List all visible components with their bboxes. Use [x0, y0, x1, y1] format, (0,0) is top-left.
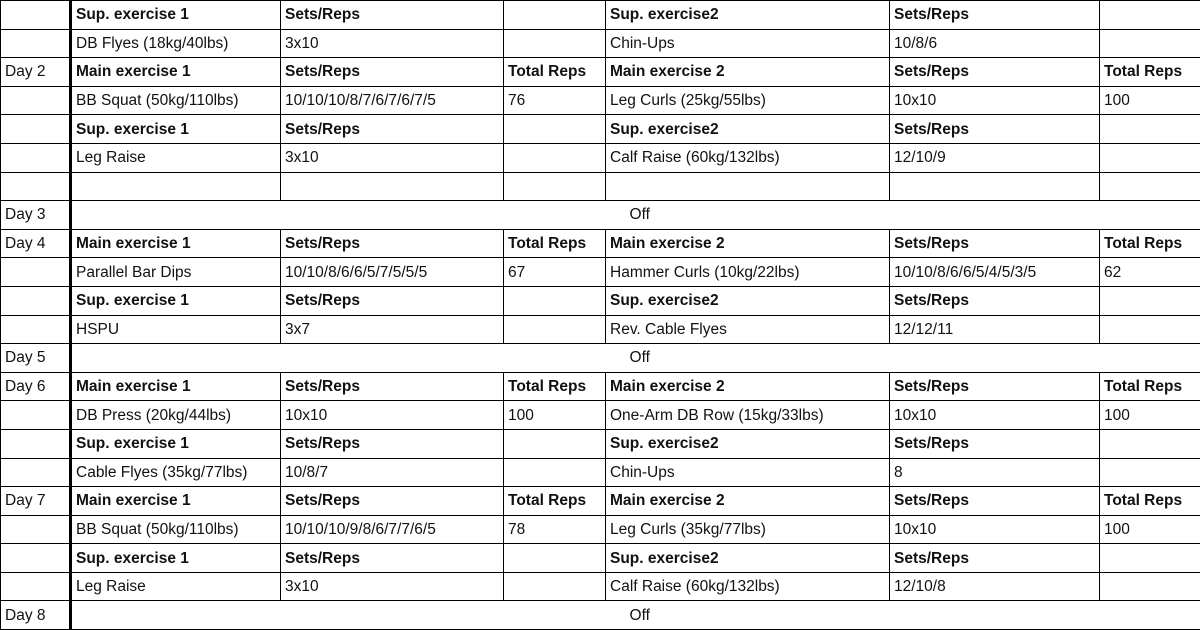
table-row [1, 572, 1200, 601]
cell-total-reps-1[interactable]: Total Reps [504, 487, 606, 516]
cell-sets-reps-2[interactable]: Sets/Reps [890, 115, 1100, 144]
cell-total-reps-1[interactable] [504, 143, 606, 172]
cell-exercise-2[interactable]: Calf Raise (60kg/132lbs) [606, 572, 890, 601]
cell-sets-reps-2[interactable]: 12/10/9 [890, 143, 1100, 172]
header-row [1, 372, 1200, 401]
header-row [1, 1, 1200, 30]
table-row [1, 458, 1200, 487]
cell-total-reps-2[interactable] [1100, 29, 1200, 58]
cell-exercise-2[interactable] [606, 172, 890, 201]
cell-day[interactable] [1, 115, 71, 144]
cell-exercise-1[interactable]: Sup. exercise 1 [71, 1, 281, 30]
cell-exercise-2[interactable]: Leg Curls (35kg/77lbs) [606, 515, 890, 544]
cell-sets-reps-2[interactable]: Sets/Reps [890, 487, 1100, 516]
cell-exercise-2[interactable]: Chin-Ups [606, 29, 890, 58]
cell-total-reps-2[interactable]: 100 [1100, 515, 1200, 544]
cell-sets-reps-1[interactable]: Sets/Reps [281, 487, 504, 516]
cell-exercise-2[interactable]: Hammer Curls (10kg/22lbs) [606, 258, 890, 287]
table-row [1, 172, 1200, 201]
cell-sets-reps-2[interactable]: Sets/Reps [890, 372, 1100, 401]
cell-total-reps-2[interactable] [1100, 315, 1200, 344]
cell-day[interactable] [1, 458, 71, 487]
cell-day[interactable] [1, 429, 71, 458]
cell-total-reps-2[interactable]: Total Reps [1100, 372, 1200, 401]
cell-sets-reps-1[interactable] [281, 172, 504, 201]
cell-total-reps-2[interactable]: Total Reps [1100, 58, 1200, 87]
cell-exercise-1[interactable]: Parallel Bar Dips [71, 258, 281, 287]
cell-exercise-1[interactable]: Leg Raise [71, 572, 281, 601]
cell-exercise-2[interactable]: Main exercise 2 [606, 487, 890, 516]
header-row [1, 115, 1200, 144]
cell-exercise-2[interactable]: Chin-Ups [606, 458, 890, 487]
cell-day[interactable] [1, 544, 71, 573]
cell-sets-reps-1[interactable]: 3x10 [281, 143, 504, 172]
cell-total-reps-1[interactable]: 67 [504, 258, 606, 287]
cell-total-reps-1[interactable]: Total Reps [504, 372, 606, 401]
table-row [1, 401, 1200, 430]
table-row [1, 143, 1200, 172]
cell-day[interactable]: Day 2 [1, 58, 71, 87]
table-row [1, 29, 1200, 58]
cell-exercise-1[interactable]: Main exercise 1 [71, 229, 281, 258]
cell-total-reps-2[interactable] [1100, 143, 1200, 172]
cell-exercise-1[interactable]: Main exercise 1 [71, 372, 281, 401]
cell-day[interactable] [1, 258, 71, 287]
cell-total-reps-1[interactable] [504, 572, 606, 601]
cell-day[interactable]: Day 3 [1, 201, 71, 230]
cell-sets-reps-1[interactable]: Sets/Reps [281, 1, 504, 30]
cell-off[interactable]: Off [71, 601, 1200, 630]
cell-sets-reps-1[interactable]: Sets/Reps [281, 372, 504, 401]
cell-exercise-2[interactable]: Main exercise 2 [606, 229, 890, 258]
cell-total-reps-2[interactable] [1100, 286, 1200, 315]
cell-sets-reps-1[interactable]: 3x10 [281, 572, 504, 601]
cell-sets-reps-2[interactable]: 10x10 [890, 86, 1100, 115]
cell-day[interactable] [1, 29, 71, 58]
cell-day[interactable] [1, 572, 71, 601]
cell-day[interactable]: Day 6 [1, 372, 71, 401]
table-body [1, 1, 1200, 630]
cell-total-reps-1[interactable] [504, 429, 606, 458]
cell-total-reps-1[interactable] [504, 172, 606, 201]
cell-exercise-1[interactable]: Sup. exercise 1 [71, 429, 281, 458]
cell-exercise-2[interactable]: Calf Raise (60kg/132lbs) [606, 143, 890, 172]
cell-total-reps-1[interactable] [504, 315, 606, 344]
cell-exercise-1[interactable]: BB Squat (50kg/110lbs) [71, 86, 281, 115]
cell-total-reps-2[interactable]: 100 [1100, 401, 1200, 430]
cell-total-reps-1[interactable]: 78 [504, 515, 606, 544]
cell-sets-reps-1[interactable]: 10/10/10/9/8/6/7/7/6/5 [281, 515, 504, 544]
cell-total-reps-1[interactable] [504, 29, 606, 58]
cell-total-reps-2[interactable] [1100, 544, 1200, 573]
cell-sets-reps-2[interactable]: 10x10 [890, 401, 1100, 430]
cell-exercise-1[interactable]: DB Flyes (18kg/40lbs) [71, 29, 281, 58]
cell-sets-reps-1[interactable]: 10/8/7 [281, 458, 504, 487]
cell-exercise-2[interactable]: Rev. Cable Flyes [606, 315, 890, 344]
cell-exercise-1[interactable]: HSPU [71, 315, 281, 344]
cell-total-reps-2[interactable] [1100, 1, 1200, 30]
cell-sets-reps-1[interactable]: Sets/Reps [281, 115, 504, 144]
cell-exercise-2[interactable]: One-Arm DB Row (15kg/33lbs) [606, 401, 890, 430]
cell-total-reps-2[interactable] [1100, 572, 1200, 601]
cell-total-reps-1[interactable] [504, 1, 606, 30]
header-row [1, 429, 1200, 458]
cell-sets-reps-1[interactable]: 10/10/8/6/6/5/7/5/5/5 [281, 258, 504, 287]
cell-day[interactable] [1, 1, 71, 30]
cell-exercise-2[interactable]: Sup. exercise2 [606, 429, 890, 458]
cell-sets-reps-2[interactable]: Sets/Reps [890, 286, 1100, 315]
cell-total-reps-2[interactable]: Total Reps [1100, 229, 1200, 258]
cell-day[interactable]: Day 8 [1, 601, 71, 630]
header-row [1, 487, 1200, 516]
cell-total-reps-1[interactable] [504, 286, 606, 315]
cell-day[interactable] [1, 143, 71, 172]
cell-sets-reps-2[interactable]: Sets/Reps [890, 544, 1100, 573]
cell-day[interactable] [1, 515, 71, 544]
cell-sets-reps-2[interactable] [890, 172, 1100, 201]
cell-total-reps-1[interactable]: 100 [504, 401, 606, 430]
rest-day-row [1, 601, 1200, 630]
cell-day[interactable]: Day 4 [1, 229, 71, 258]
cell-exercise-2[interactable]: Sup. exercise2 [606, 115, 890, 144]
cell-total-reps-2[interactable]: 62 [1100, 258, 1200, 287]
cell-total-reps-2[interactable] [1100, 115, 1200, 144]
cell-sets-reps-2[interactable]: 8 [890, 458, 1100, 487]
cell-exercise-2[interactable]: Sup. exercise2 [606, 1, 890, 30]
cell-exercise-1[interactable]: Sup. exercise 1 [71, 115, 281, 144]
cell-exercise-1[interactable]: Cable Flyes (35kg/77lbs) [71, 458, 281, 487]
cell-total-reps-1[interactable]: 76 [504, 86, 606, 115]
cell-day[interactable] [1, 286, 71, 315]
cell-exercise-1[interactable]: BB Squat (50kg/110lbs) [71, 515, 281, 544]
cell-total-reps-2[interactable] [1100, 172, 1200, 201]
rest-day-row [1, 201, 1200, 230]
header-row [1, 544, 1200, 573]
header-row [1, 58, 1200, 87]
cell-exercise-2[interactable]: Main exercise 2 [606, 58, 890, 87]
cell-total-reps-2[interactable]: Total Reps [1100, 487, 1200, 516]
cell-sets-reps-1[interactable]: 3x10 [281, 29, 504, 58]
cell-sets-reps-2[interactable]: 12/12/11 [890, 315, 1100, 344]
cell-total-reps-2[interactable]: 100 [1100, 86, 1200, 115]
cell-sets-reps-2[interactable]: 12/10/8 [890, 572, 1100, 601]
header-row [1, 229, 1200, 258]
cell-total-reps-1[interactable] [504, 544, 606, 573]
cell-exercise-1[interactable]: DB Press (20kg/44lbs) [71, 401, 281, 430]
cell-sets-reps-2[interactable]: 10/10/8/6/6/5/4/5/3/5 [890, 258, 1100, 287]
cell-total-reps-1[interactable]: Total Reps [504, 58, 606, 87]
cell-exercise-1[interactable]: Sup. exercise 1 [71, 286, 281, 315]
table-row [1, 515, 1200, 544]
cell-day[interactable] [1, 86, 71, 115]
cell-exercise-1[interactable]: Sup. exercise 1 [71, 544, 281, 573]
cell-sets-reps-2[interactable]: Sets/Reps [890, 429, 1100, 458]
cell-exercise-1[interactable]: Leg Raise [71, 143, 281, 172]
cell-exercise-2[interactable]: Sup. exercise2 [606, 286, 890, 315]
cell-sets-reps-1[interactable]: Sets/Reps [281, 286, 504, 315]
cell-total-reps-1[interactable] [504, 458, 606, 487]
cell-sets-reps-2[interactable]: Sets/Reps [890, 1, 1100, 30]
cell-sets-reps-1[interactable]: Sets/Reps [281, 229, 504, 258]
cell-sets-reps-1[interactable]: Sets/Reps [281, 544, 504, 573]
cell-day[interactable]: Day 7 [1, 487, 71, 516]
cell-exercise-2[interactable]: Main exercise 2 [606, 372, 890, 401]
cell-day[interactable] [1, 401, 71, 430]
cell-total-reps-2[interactable] [1100, 429, 1200, 458]
cell-day[interactable] [1, 172, 71, 201]
cell-exercise-1[interactable]: Main exercise 1 [71, 58, 281, 87]
cell-sets-reps-1[interactable]: Sets/Reps [281, 58, 504, 87]
table-row [1, 315, 1200, 344]
cell-day[interactable]: Day 5 [1, 344, 71, 373]
cell-total-reps-2[interactable] [1100, 458, 1200, 487]
cell-sets-reps-1[interactable]: Sets/Reps [281, 429, 504, 458]
cell-sets-reps-2[interactable]: Sets/Reps [890, 58, 1100, 87]
cell-off[interactable]: Off [71, 201, 1200, 230]
cell-exercise-1[interactable]: Main exercise 1 [71, 487, 281, 516]
table-row [1, 258, 1200, 287]
cell-day[interactable] [1, 315, 71, 344]
cell-exercise-1[interactable] [71, 172, 281, 201]
cell-sets-reps-2[interactable]: Sets/Reps [890, 229, 1100, 258]
cell-sets-reps-2[interactable]: 10x10 [890, 515, 1100, 544]
cell-sets-reps-1[interactable]: 3x7 [281, 315, 504, 344]
cell-exercise-2[interactable]: Sup. exercise2 [606, 544, 890, 573]
cell-off[interactable]: Off [71, 344, 1200, 373]
cell-exercise-2[interactable]: Leg Curls (25kg/55lbs) [606, 86, 890, 115]
rest-day-row [1, 344, 1200, 373]
cell-sets-reps-1[interactable]: 10x10 [281, 401, 504, 430]
cell-sets-reps-2[interactable]: 10/8/6 [890, 29, 1100, 58]
cell-total-reps-1[interactable] [504, 115, 606, 144]
cell-total-reps-1[interactable]: Total Reps [504, 229, 606, 258]
table-row [1, 86, 1200, 115]
cell-sets-reps-1[interactable]: 10/10/10/8/7/6/7/6/7/5 [281, 86, 504, 115]
header-row [1, 286, 1200, 315]
